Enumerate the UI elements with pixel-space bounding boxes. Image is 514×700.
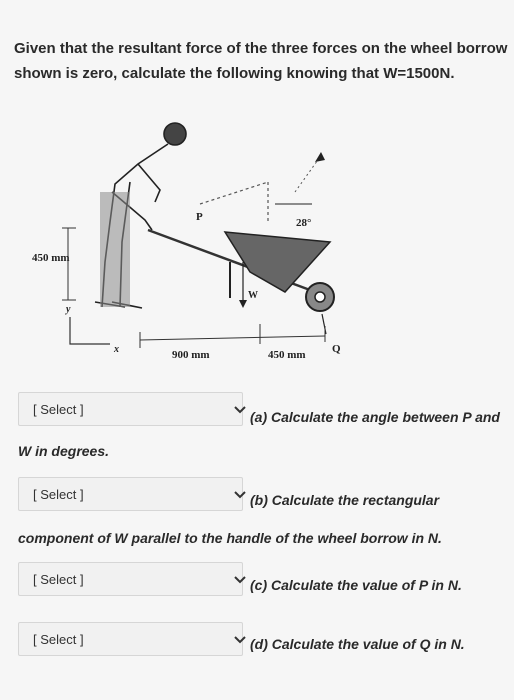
- dim-horizontal-2-label: 450 mm: [268, 349, 306, 361]
- force-w-label: W: [248, 290, 258, 301]
- select-part-d-label: [ Select ]: [33, 632, 84, 647]
- wheelbarrow-figure: [30, 112, 370, 372]
- chevron-down-icon: [234, 491, 246, 499]
- chevron-down-icon: [234, 636, 246, 644]
- select-part-d[interactable]: [18, 622, 243, 656]
- prompt-part-d: (d) Calculate the value of Q in N.: [250, 636, 465, 652]
- wheelbarrow-diagram: [30, 112, 370, 372]
- continuation-part-b: component of W parallel to the handle of the wheel borrow in N.: [18, 530, 442, 546]
- prompt-part-c: (c) Calculate the value of P in N.: [250, 577, 462, 593]
- chevron-down-icon: [234, 406, 246, 414]
- prompt-part-b: (b) Calculate the rectangular: [250, 492, 440, 508]
- prompt-part-a: (a) Calculate the angle between P and: [250, 409, 500, 425]
- select-part-b[interactable]: [18, 477, 243, 511]
- force-p-label: P: [196, 211, 203, 223]
- question-text: Given that the resultant force of the three forces on the wheel borrow shown is zero, calculate the following knowing that W=1500N.: [14, 40, 508, 82]
- continuation-part-a: W in degrees.: [18, 443, 110, 459]
- angle-label: 28°: [296, 217, 312, 229]
- select-part-c-label: [ Select ]: [33, 572, 84, 587]
- chevron-down-icon: [234, 576, 246, 584]
- select-part-b-label: [ Select ]: [33, 487, 84, 502]
- dim-horizontal-1-label: 900 mm: [172, 349, 210, 361]
- select-part-c[interactable]: [18, 562, 243, 596]
- axis-x-label: x: [114, 344, 119, 355]
- axis-y-label: y: [66, 304, 71, 315]
- person-illustration: [95, 123, 186, 308]
- dim-vertical-label: 450 mm: [32, 252, 70, 264]
- select-part-a-label: [ Select ]: [33, 402, 84, 417]
- select-part-a[interactable]: [18, 392, 243, 426]
- force-q-label: Q: [332, 343, 341, 355]
